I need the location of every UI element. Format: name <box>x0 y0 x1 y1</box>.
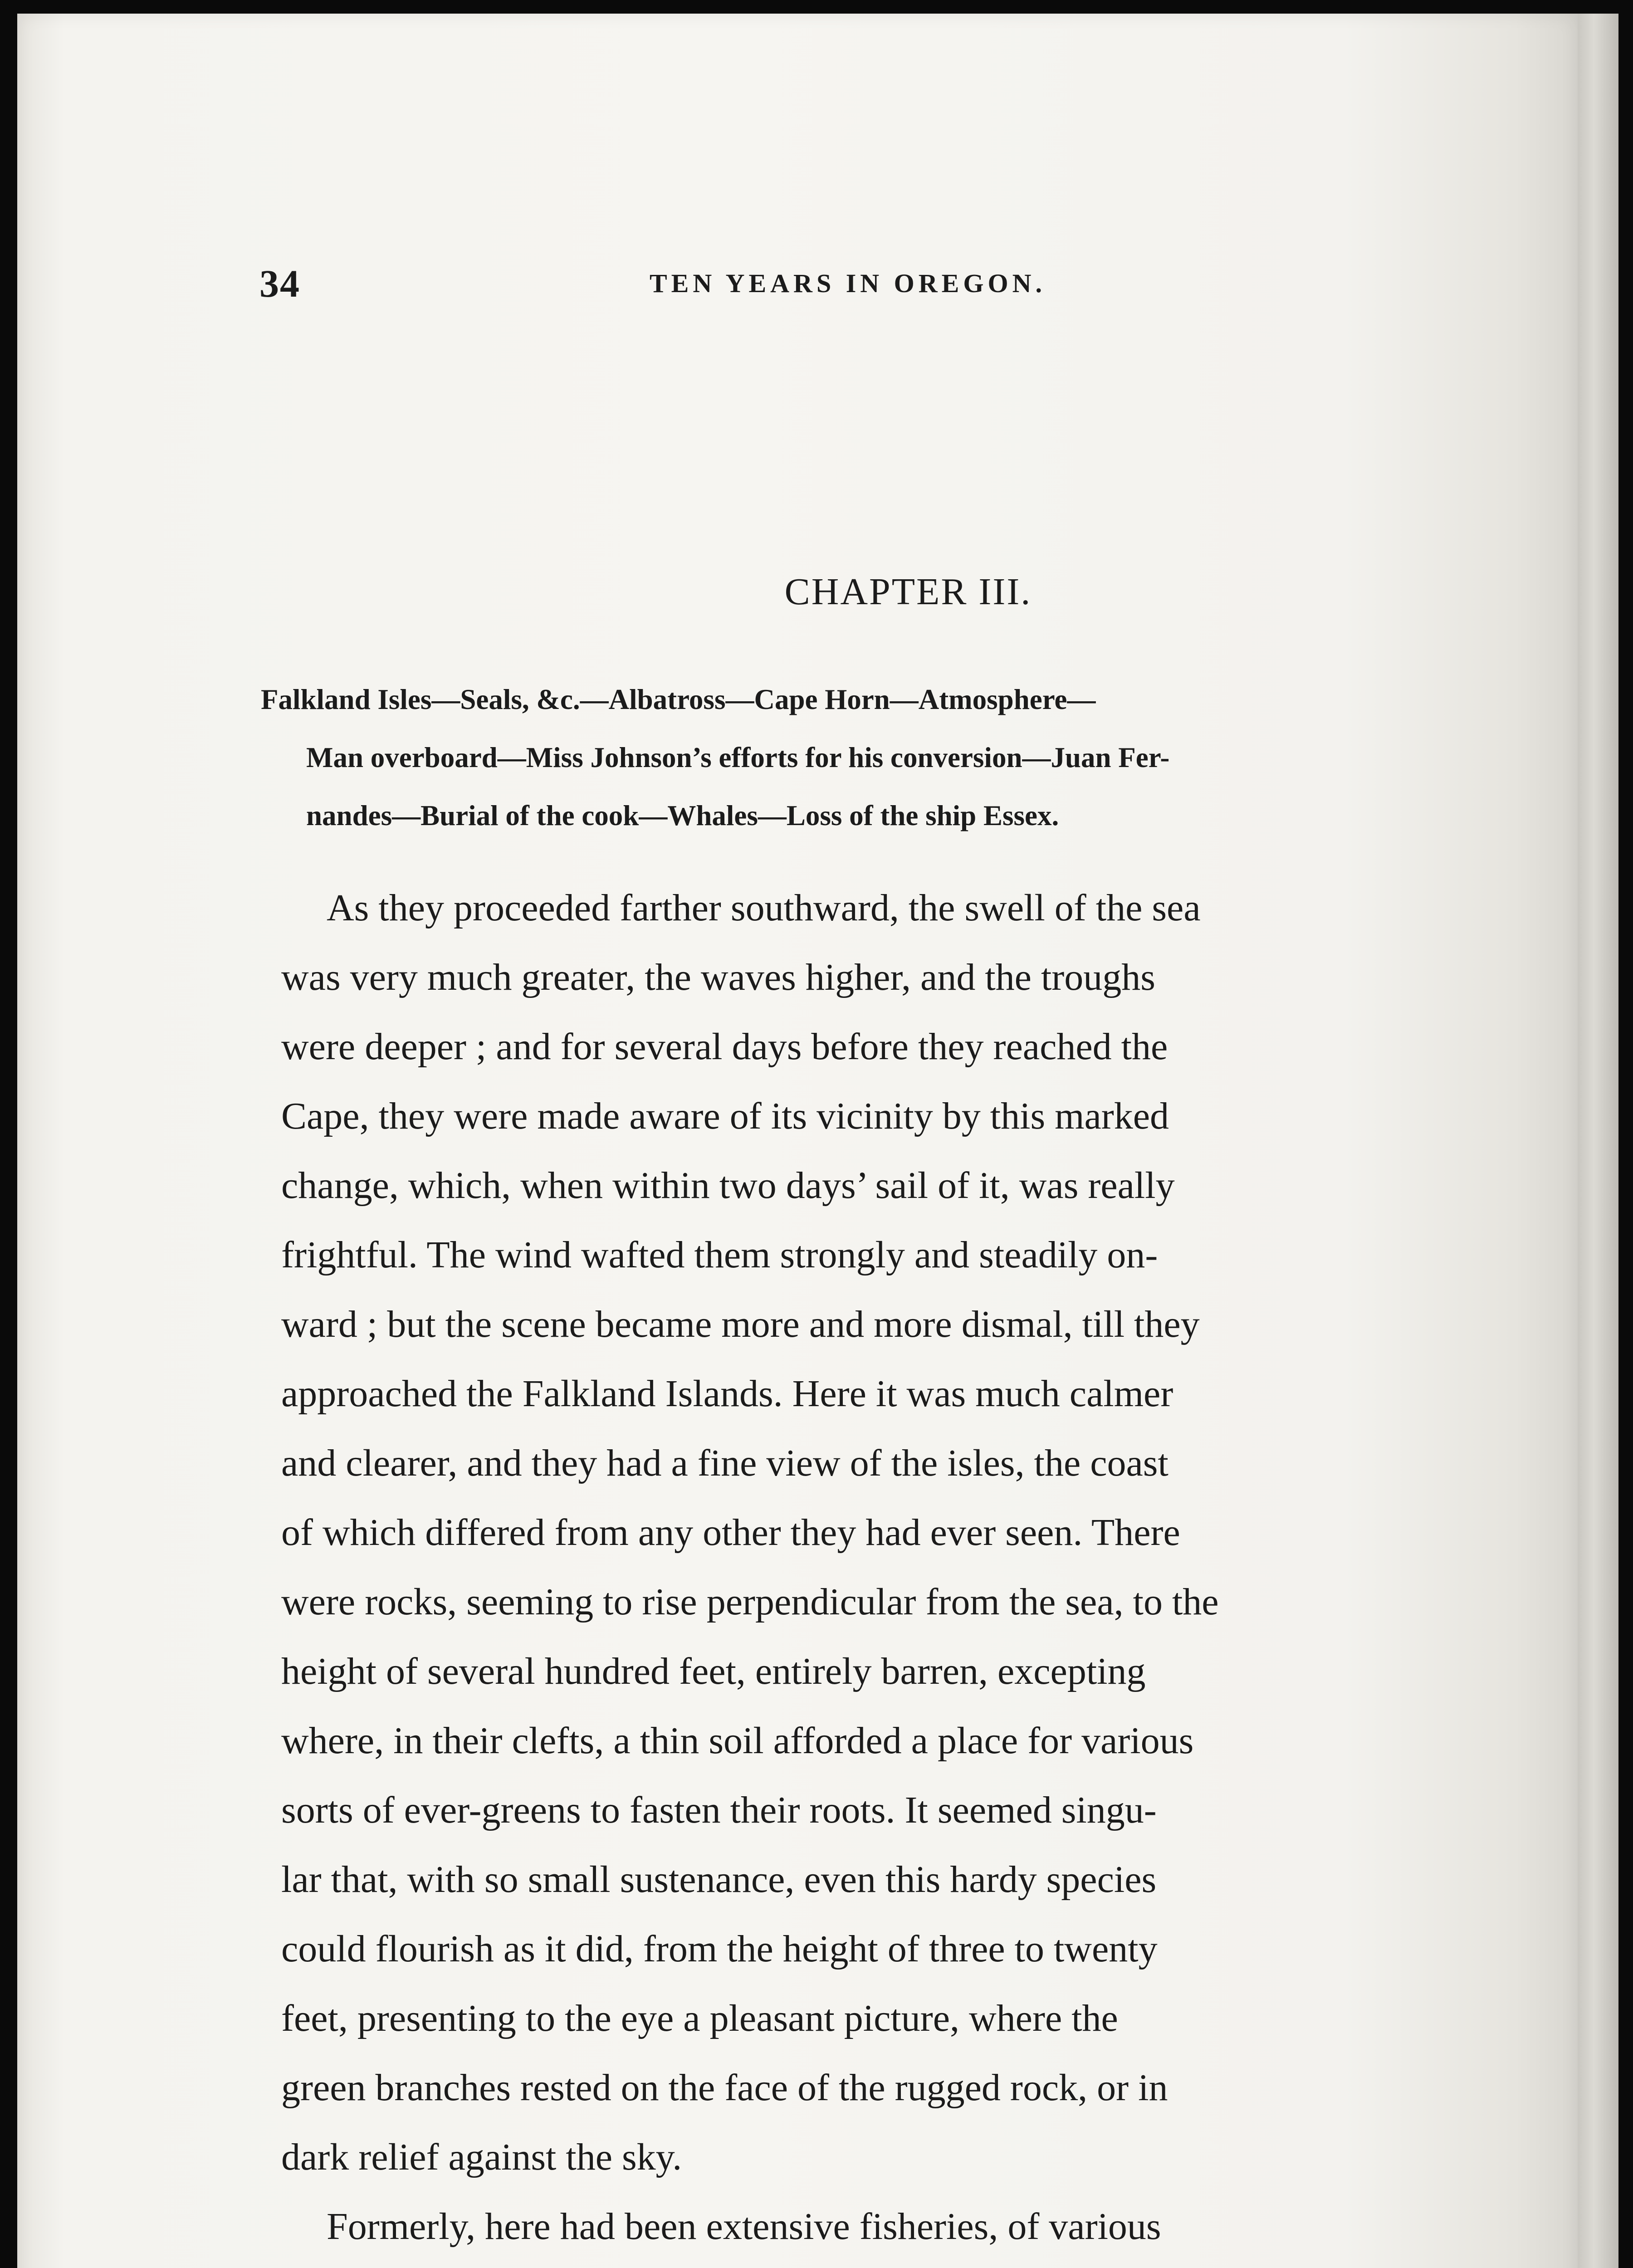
page-number: 34 <box>259 262 300 305</box>
running-title: TEN YEARS IN OREGON. <box>650 269 1046 298</box>
chapter-title: CHAPTER III. <box>784 571 1032 613</box>
body-text <box>281 873 1560 2268</box>
text-line: and clearer, and they had a fine view of the isles, the coast <box>281 1442 1169 1484</box>
text-line: feet, presenting to the eye a pleasant picture, where the <box>281 1997 1118 2039</box>
text-line: Cape, they were made aware of its vicinity by this marked <box>281 1095 1169 1137</box>
text-line: were rocks, seeming to rise perpendicular from the sea, to the <box>281 1581 1219 1623</box>
synopsis-line: Man overboard—Miss Johnson’s efforts for his conversion—Juan Fer- <box>306 742 1170 773</box>
chapter-synopsis <box>261 670 1576 845</box>
text-line: were deeper ; and for several days before they reached the <box>281 1026 1168 1068</box>
synopsis-line: nandes—Burial of the cook—Whales—Loss of the ship Essex. <box>306 800 1059 831</box>
text-line: frightful. The wind wafted them strongly and steadily on- <box>281 1234 1158 1276</box>
text-line: Formerly, here had been extensive fisheries, of various <box>327 2205 1161 2248</box>
text-line <box>281 2261 1560 2268</box>
text-line: height of several hundred feet, entirely barren, excepting <box>281 1650 1146 1692</box>
text-line: As they proceeded farther southward, the swell of the sea <box>327 887 1201 929</box>
text-line: green branches rested on the face of the rugged rock, or in <box>281 2067 1168 2109</box>
text-line: could flourish as it did, from the height of three to twenty <box>281 1928 1158 1970</box>
text-line: lar that, with so small sustenance, even this hardy species <box>281 1858 1157 1901</box>
text-line: ward ; but the scene became more and more dismal, till they <box>281 1303 1200 1345</box>
text-line: was very much greater, the waves higher, and the troughs <box>281 956 1155 998</box>
page-edge-shadow <box>1578 14 1618 2268</box>
text-line: approached the Falkland Islands. Here it was much calmer <box>281 1373 1173 1415</box>
text-line: where, in their clefts, a thin soil afforded a place for various <box>281 1720 1194 1762</box>
text-line: dark relief against the sky. <box>281 2136 682 2178</box>
text-line: sorts of ever-greens to fasten their roots. It seemed singu- <box>281 1789 1157 1831</box>
synopsis-line: Falkland Isles—Seals, &c.—Albatross—Cape Horn—Atmosphere— <box>261 684 1096 715</box>
running-head <box>259 259 1403 308</box>
text-line: change, which, when within two days’ sail of it, was really <box>281 1164 1175 1207</box>
text-line: of which differed from any other they had ever seen. There <box>281 1511 1180 1554</box>
